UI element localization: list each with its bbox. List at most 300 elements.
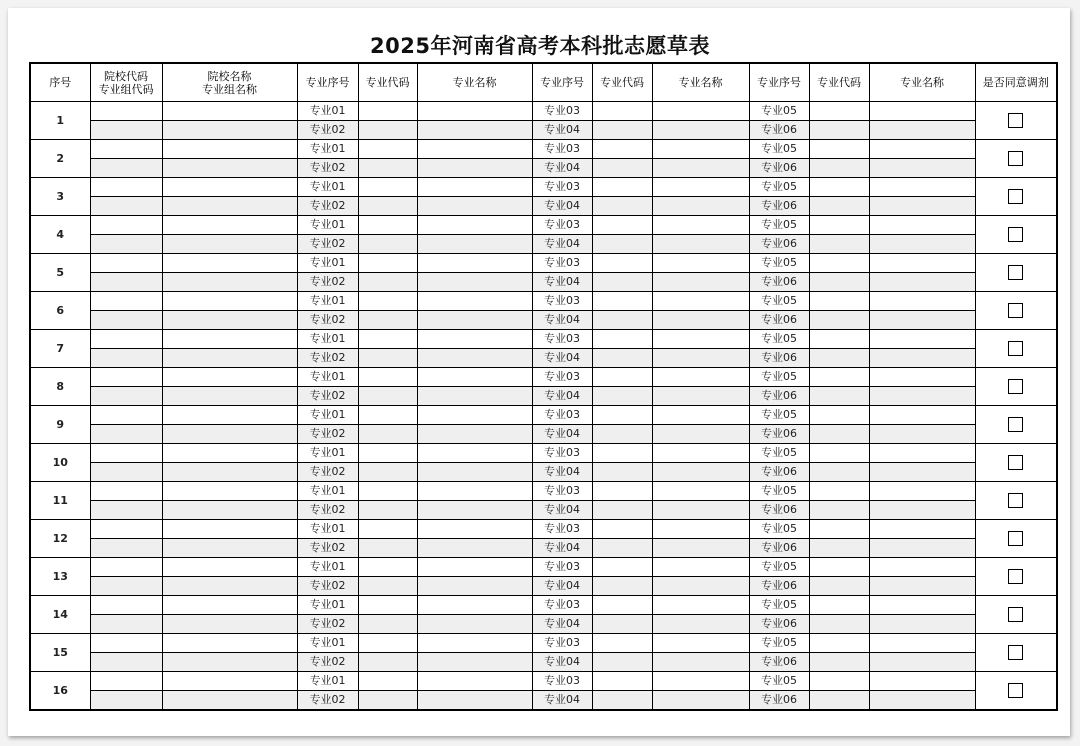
school-name-cell[interactable] bbox=[162, 178, 297, 197]
major-name-cell[interactable] bbox=[869, 349, 975, 368]
major-code-cell[interactable] bbox=[809, 387, 869, 406]
major-name-cell[interactable] bbox=[652, 254, 749, 273]
school-code-cell[interactable] bbox=[90, 178, 162, 197]
major-code-cell[interactable] bbox=[592, 596, 652, 615]
major-code-cell[interactable] bbox=[809, 292, 869, 311]
major-code-cell[interactable] bbox=[358, 197, 417, 216]
major-name-cell[interactable] bbox=[417, 178, 532, 197]
major-name-cell[interactable] bbox=[869, 539, 975, 558]
major-seq-cell: 专业05 bbox=[749, 520, 809, 539]
major-name-cell[interactable] bbox=[417, 197, 532, 216]
school-code-cell[interactable] bbox=[90, 159, 162, 178]
school-code-cell[interactable] bbox=[90, 463, 162, 482]
row-number: 10 bbox=[30, 444, 90, 482]
school-code-cell[interactable] bbox=[90, 634, 162, 653]
major-name-cell[interactable] bbox=[869, 387, 975, 406]
major-name-cell[interactable] bbox=[652, 159, 749, 178]
major-seq-cell: 专业04 bbox=[532, 653, 592, 672]
school-name-cell[interactable] bbox=[162, 634, 297, 653]
school-code-cell[interactable] bbox=[90, 311, 162, 330]
major-name-cell[interactable] bbox=[652, 463, 749, 482]
major-code-cell[interactable] bbox=[358, 159, 417, 178]
major-code-cell[interactable] bbox=[592, 406, 652, 425]
major-name-cell[interactable] bbox=[417, 159, 532, 178]
major-seq-cell: 专业02 bbox=[297, 577, 358, 596]
major-code-cell[interactable] bbox=[358, 121, 417, 140]
school-name-cell[interactable] bbox=[162, 482, 297, 501]
major-name-cell[interactable] bbox=[652, 520, 749, 539]
major-name-cell[interactable] bbox=[417, 273, 532, 292]
major-name-cell[interactable] bbox=[652, 387, 749, 406]
school-code-cell[interactable] bbox=[90, 672, 162, 691]
major-name-cell[interactable] bbox=[869, 672, 975, 691]
school-code-cell[interactable] bbox=[90, 121, 162, 140]
major-name-cell[interactable] bbox=[652, 444, 749, 463]
major-name-cell[interactable] bbox=[652, 292, 749, 311]
major-name-cell[interactable] bbox=[652, 672, 749, 691]
school-code-cell[interactable] bbox=[90, 292, 162, 311]
major-name-cell[interactable] bbox=[652, 121, 749, 140]
major-name-cell[interactable] bbox=[869, 121, 975, 140]
major-code-cell[interactable] bbox=[809, 273, 869, 292]
major-name-cell[interactable] bbox=[869, 216, 975, 235]
major-code-cell[interactable] bbox=[592, 311, 652, 330]
table-row bbox=[30, 558, 1057, 577]
major-code-cell[interactable] bbox=[809, 330, 869, 349]
major-seq-cell: 专业04 bbox=[532, 463, 592, 482]
school-name-cell[interactable] bbox=[162, 406, 297, 425]
major-name-cell[interactable] bbox=[652, 615, 749, 634]
school-name-cell[interactable] bbox=[162, 577, 297, 596]
major-code-cell[interactable] bbox=[592, 121, 652, 140]
major-name-cell[interactable] bbox=[652, 102, 749, 121]
major-name-cell[interactable] bbox=[417, 387, 532, 406]
major-name-cell[interactable] bbox=[652, 197, 749, 216]
major-name-cell[interactable] bbox=[417, 482, 532, 501]
school-name-cell[interactable] bbox=[162, 425, 297, 444]
major-code-cell[interactable] bbox=[592, 368, 652, 387]
major-code-cell[interactable] bbox=[358, 596, 417, 615]
adjust-checkbox[interactable] bbox=[1008, 683, 1023, 698]
major-code-cell[interactable] bbox=[809, 691, 869, 711]
major-code-cell[interactable] bbox=[358, 558, 417, 577]
major-name-cell[interactable] bbox=[417, 558, 532, 577]
school-name-cell[interactable] bbox=[162, 216, 297, 235]
major-seq-cell: 专业03 bbox=[532, 406, 592, 425]
row-number: 6 bbox=[30, 292, 90, 330]
major-code-cell[interactable] bbox=[592, 520, 652, 539]
major-code-cell[interactable] bbox=[592, 634, 652, 653]
school-name-cell[interactable] bbox=[162, 558, 297, 577]
school-code-cell[interactable] bbox=[90, 368, 162, 387]
school-code-cell[interactable] bbox=[90, 140, 162, 159]
major-code-cell[interactable] bbox=[358, 216, 417, 235]
school-code-cell[interactable] bbox=[90, 615, 162, 634]
school-code-cell[interactable] bbox=[90, 577, 162, 596]
major-code-cell[interactable] bbox=[592, 292, 652, 311]
major-name-cell[interactable] bbox=[869, 254, 975, 273]
adjust-checkbox[interactable] bbox=[1008, 227, 1023, 242]
table-row bbox=[30, 254, 1057, 273]
major-name-cell[interactable] bbox=[417, 330, 532, 349]
major-name-cell[interactable] bbox=[652, 691, 749, 711]
adjust-checkbox[interactable] bbox=[1008, 379, 1023, 394]
major-code-cell[interactable] bbox=[358, 501, 417, 520]
major-name-cell[interactable] bbox=[652, 406, 749, 425]
major-code-cell[interactable] bbox=[592, 615, 652, 634]
major-code-cell[interactable] bbox=[809, 178, 869, 197]
major-code-cell[interactable] bbox=[358, 387, 417, 406]
major-code-cell[interactable] bbox=[809, 482, 869, 501]
header-major-code: 专业代码 bbox=[809, 63, 869, 102]
major-name-cell[interactable] bbox=[869, 102, 975, 121]
adjust-cell bbox=[975, 102, 1057, 140]
major-name-cell[interactable] bbox=[652, 482, 749, 501]
major-code-cell[interactable] bbox=[592, 691, 652, 711]
school-code-cell[interactable] bbox=[90, 558, 162, 577]
major-code-cell[interactable] bbox=[592, 653, 652, 672]
major-name-cell[interactable] bbox=[652, 216, 749, 235]
major-name-cell[interactable] bbox=[652, 330, 749, 349]
major-code-cell[interactable] bbox=[809, 520, 869, 539]
major-code-cell[interactable] bbox=[592, 197, 652, 216]
major-code-cell[interactable] bbox=[592, 425, 652, 444]
major-code-cell[interactable] bbox=[809, 444, 869, 463]
adjust-checkbox[interactable] bbox=[1008, 607, 1023, 622]
school-name-cell[interactable] bbox=[162, 672, 297, 691]
major-code-cell[interactable] bbox=[358, 273, 417, 292]
major-name-cell[interactable] bbox=[869, 273, 975, 292]
major-name-cell[interactable] bbox=[869, 425, 975, 444]
school-name-cell[interactable] bbox=[162, 387, 297, 406]
major-seq-cell: 专业03 bbox=[532, 634, 592, 653]
school-name-cell[interactable] bbox=[162, 273, 297, 292]
major-name-cell[interactable] bbox=[652, 311, 749, 330]
major-code-cell[interactable] bbox=[809, 463, 869, 482]
major-code-cell[interactable] bbox=[809, 254, 869, 273]
major-seq-cell: 专业05 bbox=[749, 558, 809, 577]
major-code-cell[interactable] bbox=[809, 539, 869, 558]
major-code-cell[interactable] bbox=[592, 558, 652, 577]
major-code-cell[interactable] bbox=[358, 140, 417, 159]
major-name-cell[interactable] bbox=[869, 444, 975, 463]
school-name-cell[interactable] bbox=[162, 368, 297, 387]
adjust-checkbox[interactable] bbox=[1008, 303, 1023, 318]
major-code-cell[interactable] bbox=[358, 444, 417, 463]
major-name-cell[interactable] bbox=[417, 596, 532, 615]
major-name-cell[interactable] bbox=[869, 140, 975, 159]
school-name-cell[interactable] bbox=[162, 596, 297, 615]
major-name-cell[interactable] bbox=[417, 235, 532, 254]
major-name-cell[interactable] bbox=[869, 501, 975, 520]
major-code-cell[interactable] bbox=[592, 539, 652, 558]
adjust-checkbox[interactable] bbox=[1008, 645, 1023, 660]
major-name-cell[interactable] bbox=[417, 368, 532, 387]
school-name-cell[interactable] bbox=[162, 330, 297, 349]
major-name-cell[interactable] bbox=[417, 539, 532, 558]
major-code-cell[interactable] bbox=[358, 672, 417, 691]
major-name-cell[interactable] bbox=[869, 178, 975, 197]
adjust-checkbox[interactable] bbox=[1008, 151, 1023, 166]
major-code-cell[interactable] bbox=[592, 273, 652, 292]
major-name-cell[interactable] bbox=[869, 292, 975, 311]
major-seq-cell: 专业05 bbox=[749, 596, 809, 615]
school-code-cell[interactable] bbox=[90, 501, 162, 520]
major-name-cell[interactable] bbox=[869, 558, 975, 577]
table-row bbox=[30, 292, 1057, 311]
major-name-cell[interactable] bbox=[417, 653, 532, 672]
major-name-cell[interactable] bbox=[417, 254, 532, 273]
major-name-cell[interactable] bbox=[652, 558, 749, 577]
major-seq-cell: 专业03 bbox=[532, 102, 592, 121]
major-name-cell[interactable] bbox=[869, 159, 975, 178]
major-code-cell[interactable] bbox=[592, 672, 652, 691]
major-code-cell[interactable] bbox=[809, 197, 869, 216]
adjust-checkbox[interactable] bbox=[1008, 189, 1023, 204]
major-code-cell[interactable] bbox=[592, 235, 652, 254]
major-name-cell[interactable] bbox=[652, 273, 749, 292]
school-code-cell[interactable] bbox=[90, 387, 162, 406]
major-name-cell[interactable] bbox=[417, 292, 532, 311]
major-name-cell[interactable] bbox=[652, 596, 749, 615]
major-code-cell[interactable] bbox=[592, 330, 652, 349]
major-code-cell[interactable] bbox=[809, 577, 869, 596]
major-name-cell[interactable] bbox=[869, 482, 975, 501]
major-code-cell[interactable] bbox=[809, 216, 869, 235]
adjust-checkbox[interactable] bbox=[1008, 531, 1023, 546]
major-name-cell[interactable] bbox=[869, 520, 975, 539]
major-seq-cell: 专业01 bbox=[297, 634, 358, 653]
major-name-cell[interactable] bbox=[869, 197, 975, 216]
major-code-cell[interactable] bbox=[809, 596, 869, 615]
major-code-cell[interactable] bbox=[809, 235, 869, 254]
school-name-cell[interactable] bbox=[162, 501, 297, 520]
school-name-cell[interactable] bbox=[162, 121, 297, 140]
major-code-cell[interactable] bbox=[358, 178, 417, 197]
major-code-cell[interactable] bbox=[358, 520, 417, 539]
major-code-cell[interactable] bbox=[809, 159, 869, 178]
major-code-cell[interactable] bbox=[592, 444, 652, 463]
major-code-cell[interactable] bbox=[358, 330, 417, 349]
school-code-cell[interactable] bbox=[90, 216, 162, 235]
school-name-cell[interactable] bbox=[162, 691, 297, 711]
major-code-cell[interactable] bbox=[358, 349, 417, 368]
school-name-cell[interactable] bbox=[162, 235, 297, 254]
major-code-cell[interactable] bbox=[358, 653, 417, 672]
major-code-cell[interactable] bbox=[358, 634, 417, 653]
major-name-cell[interactable] bbox=[652, 235, 749, 254]
major-seq-cell: 专业05 bbox=[749, 140, 809, 159]
adjust-checkbox[interactable] bbox=[1008, 341, 1023, 356]
school-code-cell[interactable] bbox=[90, 520, 162, 539]
major-code-cell[interactable] bbox=[809, 558, 869, 577]
school-name-cell[interactable] bbox=[162, 463, 297, 482]
major-code-cell[interactable] bbox=[358, 292, 417, 311]
major-name-cell[interactable] bbox=[417, 634, 532, 653]
row-number: 15 bbox=[30, 634, 90, 672]
major-name-cell[interactable] bbox=[417, 615, 532, 634]
major-code-cell[interactable] bbox=[358, 254, 417, 273]
major-code-cell[interactable] bbox=[809, 615, 869, 634]
major-name-cell[interactable] bbox=[417, 691, 532, 711]
major-name-cell[interactable] bbox=[652, 140, 749, 159]
major-name-cell[interactable] bbox=[417, 672, 532, 691]
school-code-cell[interactable] bbox=[90, 273, 162, 292]
major-code-cell[interactable] bbox=[592, 349, 652, 368]
major-name-cell[interactable] bbox=[417, 444, 532, 463]
major-seq-cell: 专业04 bbox=[532, 235, 592, 254]
major-name-cell[interactable] bbox=[417, 463, 532, 482]
school-code-cell[interactable] bbox=[90, 254, 162, 273]
major-code-cell[interactable] bbox=[809, 634, 869, 653]
school-code-cell[interactable] bbox=[90, 349, 162, 368]
major-name-cell[interactable] bbox=[417, 349, 532, 368]
adjust-cell bbox=[975, 444, 1057, 482]
major-code-cell[interactable] bbox=[809, 102, 869, 121]
major-name-cell[interactable] bbox=[869, 615, 975, 634]
major-code-cell[interactable] bbox=[809, 311, 869, 330]
major-name-cell[interactable] bbox=[869, 311, 975, 330]
major-name-cell[interactable] bbox=[869, 368, 975, 387]
major-name-cell[interactable] bbox=[652, 501, 749, 520]
major-name-cell[interactable] bbox=[652, 539, 749, 558]
school-name-cell[interactable] bbox=[162, 140, 297, 159]
major-name-cell[interactable] bbox=[417, 501, 532, 520]
major-code-cell[interactable] bbox=[809, 501, 869, 520]
major-code-cell[interactable] bbox=[592, 501, 652, 520]
school-name-cell[interactable] bbox=[162, 653, 297, 672]
major-name-cell[interactable] bbox=[869, 406, 975, 425]
school-code-cell[interactable] bbox=[90, 444, 162, 463]
school-name-cell[interactable] bbox=[162, 349, 297, 368]
school-code-cell[interactable] bbox=[90, 330, 162, 349]
major-seq-cell: 专业03 bbox=[532, 368, 592, 387]
major-name-cell[interactable] bbox=[417, 140, 532, 159]
school-name-cell[interactable] bbox=[162, 539, 297, 558]
school-name-cell[interactable] bbox=[162, 444, 297, 463]
major-name-cell[interactable] bbox=[869, 653, 975, 672]
major-name-cell[interactable] bbox=[869, 596, 975, 615]
major-name-cell[interactable] bbox=[417, 425, 532, 444]
major-seq-cell: 专业03 bbox=[532, 292, 592, 311]
major-name-cell[interactable] bbox=[869, 691, 975, 711]
major-code-cell[interactable] bbox=[809, 653, 869, 672]
major-code-cell[interactable] bbox=[592, 140, 652, 159]
school-code-cell[interactable] bbox=[90, 482, 162, 501]
major-code-cell[interactable] bbox=[809, 368, 869, 387]
major-code-cell[interactable] bbox=[592, 178, 652, 197]
major-name-cell[interactable] bbox=[417, 216, 532, 235]
adjust-checkbox[interactable] bbox=[1008, 417, 1023, 432]
adjust-checkbox[interactable] bbox=[1008, 455, 1023, 470]
major-code-cell[interactable] bbox=[809, 140, 869, 159]
major-code-cell[interactable] bbox=[592, 159, 652, 178]
major-code-cell[interactable] bbox=[592, 387, 652, 406]
major-name-cell[interactable] bbox=[869, 634, 975, 653]
school-code-cell[interactable] bbox=[90, 425, 162, 444]
major-code-cell[interactable] bbox=[358, 425, 417, 444]
school-code-cell[interactable] bbox=[90, 691, 162, 711]
major-name-cell[interactable] bbox=[652, 653, 749, 672]
major-code-cell[interactable] bbox=[592, 102, 652, 121]
adjust-checkbox[interactable] bbox=[1008, 493, 1023, 508]
major-name-cell[interactable] bbox=[652, 368, 749, 387]
major-code-cell[interactable] bbox=[358, 691, 417, 711]
major-name-cell[interactable] bbox=[417, 577, 532, 596]
major-code-cell[interactable] bbox=[358, 368, 417, 387]
major-code-cell[interactable] bbox=[809, 349, 869, 368]
major-name-cell[interactable] bbox=[869, 235, 975, 254]
major-code-cell[interactable] bbox=[809, 121, 869, 140]
major-code-cell[interactable] bbox=[592, 482, 652, 501]
major-name-cell[interactable] bbox=[652, 349, 749, 368]
school-name-cell[interactable] bbox=[162, 254, 297, 273]
school-name-cell[interactable] bbox=[162, 520, 297, 539]
major-code-cell[interactable] bbox=[592, 216, 652, 235]
major-code-cell[interactable] bbox=[358, 406, 417, 425]
major-seq-cell: 专业05 bbox=[749, 102, 809, 121]
school-code-cell[interactable] bbox=[90, 102, 162, 121]
major-seq-cell: 专业01 bbox=[297, 596, 358, 615]
major-code-cell[interactable] bbox=[358, 463, 417, 482]
adjust-checkbox[interactable] bbox=[1008, 265, 1023, 280]
school-code-cell[interactable] bbox=[90, 197, 162, 216]
major-code-cell[interactable] bbox=[358, 102, 417, 121]
major-name-cell[interactable] bbox=[652, 178, 749, 197]
major-code-cell[interactable] bbox=[809, 425, 869, 444]
major-code-cell[interactable] bbox=[809, 672, 869, 691]
major-name-cell[interactable] bbox=[417, 406, 532, 425]
school-code-cell[interactable] bbox=[90, 406, 162, 425]
school-name-cell[interactable] bbox=[162, 615, 297, 634]
major-code-cell[interactable] bbox=[358, 482, 417, 501]
school-name-cell[interactable] bbox=[162, 311, 297, 330]
major-code-cell[interactable] bbox=[592, 463, 652, 482]
school-code-cell[interactable] bbox=[90, 539, 162, 558]
major-name-cell[interactable] bbox=[417, 520, 532, 539]
school-code-cell[interactable] bbox=[90, 235, 162, 254]
school-code-cell[interactable] bbox=[90, 653, 162, 672]
major-name-cell[interactable] bbox=[652, 577, 749, 596]
adjust-checkbox[interactable] bbox=[1008, 569, 1023, 584]
major-name-cell[interactable] bbox=[652, 634, 749, 653]
major-name-cell[interactable] bbox=[869, 577, 975, 596]
school-name-cell[interactable] bbox=[162, 197, 297, 216]
major-name-cell[interactable] bbox=[417, 121, 532, 140]
school-name-cell[interactable] bbox=[162, 159, 297, 178]
major-code-cell[interactable] bbox=[358, 539, 417, 558]
major-seq-cell: 专业02 bbox=[297, 653, 358, 672]
major-code-cell[interactable] bbox=[592, 577, 652, 596]
major-code-cell[interactable] bbox=[358, 615, 417, 634]
major-name-cell[interactable] bbox=[869, 330, 975, 349]
major-name-cell[interactable] bbox=[417, 311, 532, 330]
school-name-cell[interactable] bbox=[162, 102, 297, 121]
major-code-cell[interactable] bbox=[358, 311, 417, 330]
major-code-cell[interactable] bbox=[592, 254, 652, 273]
school-name-cell[interactable] bbox=[162, 292, 297, 311]
major-seq-cell: 专业02 bbox=[297, 539, 358, 558]
major-code-cell[interactable] bbox=[358, 577, 417, 596]
major-seq-cell: 专业06 bbox=[749, 691, 809, 711]
school-code-cell[interactable] bbox=[90, 596, 162, 615]
major-name-cell[interactable] bbox=[869, 463, 975, 482]
major-name-cell[interactable] bbox=[652, 425, 749, 444]
major-code-cell[interactable] bbox=[809, 406, 869, 425]
adjust-checkbox[interactable] bbox=[1008, 113, 1023, 128]
major-name-cell[interactable] bbox=[417, 102, 532, 121]
major-code-cell[interactable] bbox=[358, 235, 417, 254]
